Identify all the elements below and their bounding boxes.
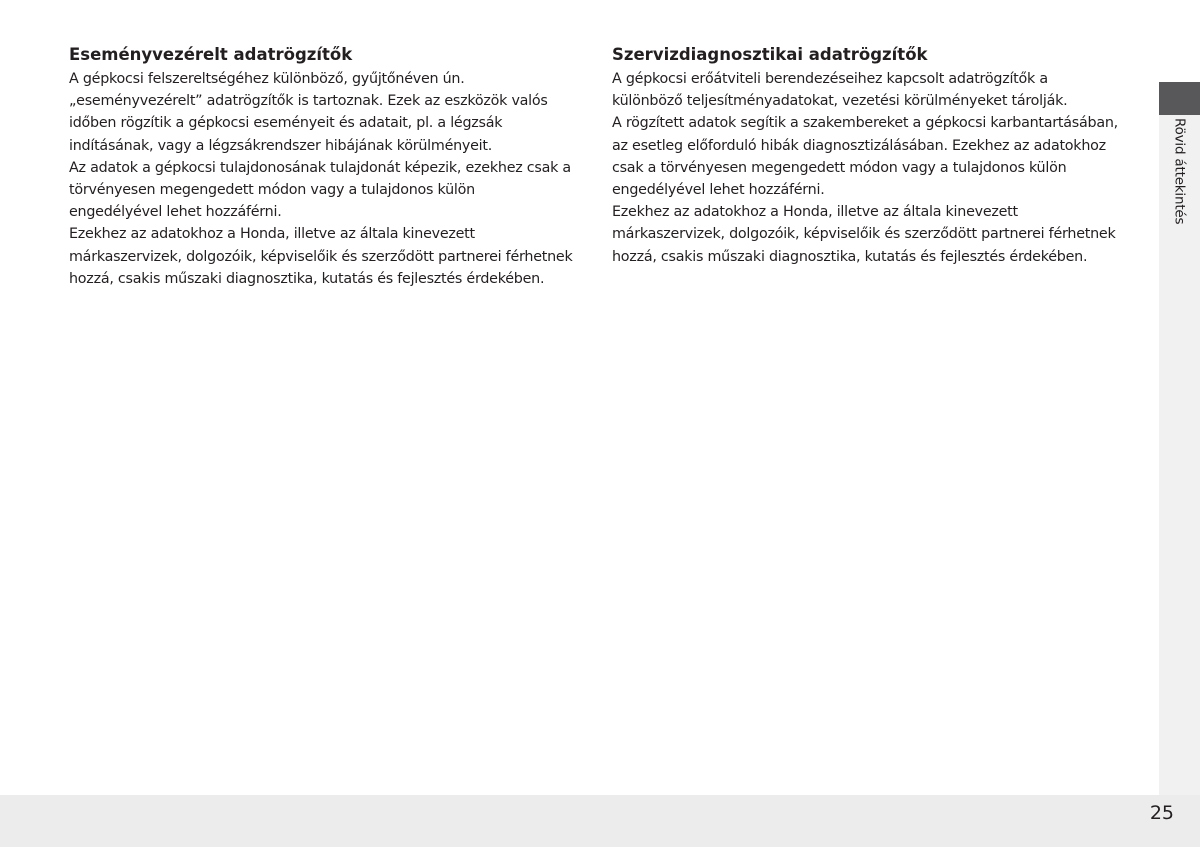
paragraph-line: Ezekhez az adatokhoz a Honda, illetve az általa kinevezett [69, 226, 475, 243]
left-section [69, 44, 589, 290]
paragraph-line: hozzá, csakis műszaki diagnosztika, kutatás és fejlesztés érdekében. [612, 248, 1088, 265]
paragraph-line: márkaszervizek, dolgozóik, képviselőik és szerződött partnerei férhetnek [69, 248, 573, 265]
paragraph-line: indításának, vagy a légzsákrendszer hibájának körülményeit. [69, 137, 493, 154]
side-index-tab-label[interactable]: Rövid áttekintés [1171, 118, 1188, 225]
paragraph-line: hozzá, csakis műszaki diagnosztika, kutatás és fejlesztés érdekében. [69, 270, 545, 287]
footer-bar [0, 795, 1200, 847]
paragraph-line: különböző teljesítményadatokat, vezetési körülményeket tárolják. [612, 93, 1068, 110]
right-section [612, 44, 1137, 268]
paragraph-line: csak a törvényesen megengedett módon vagy a tulajdonos külön [612, 159, 1067, 176]
paragraph-line: A gépkocsi felszereltségéhez különböző, gyűjtőnéven ún. [69, 71, 465, 87]
paragraph-line: Ezekhez az adatokhoz a Honda, illetve az általa kinevezett [612, 204, 1018, 221]
section-heading-event-recorders: Eseményvezérelt adatrögzítők [69, 45, 353, 64]
paragraph-line: A gépkocsi erőátviteli berendezéseihez kapcsolt adatrögzítők a [612, 71, 1048, 87]
paragraph-line: az esetleg előforduló hibák diagnosztizálásában. Ezekhez az adatokhoz [612, 137, 1106, 154]
page-number: 25 [1149, 802, 1174, 824]
paragraph-line: A rögzített adatok segítik a szakembereket a gépkocsi karbantartásában, [612, 115, 1118, 132]
paragraph-line: engedélyével lehet hozzáférni. [612, 182, 825, 199]
paragraph-line: „eseményvezérelt” adatrögzítők is tartoznak. Ezek az eszközök valós [69, 93, 548, 110]
paragraph-line: márkaszervizek, dolgozóik, képviselőik és szerződött partnerei férhetnek [612, 226, 1116, 243]
section-heading-service-diagnostics: Szervizdiagnosztikai adatrögzítők [612, 45, 928, 64]
side-index-tab-marker[interactable] [1159, 82, 1200, 115]
paragraph-line: engedélyével lehet hozzáférni. [69, 204, 282, 221]
paragraph-line: időben rögzítik a gépkocsi eseményeit és adatait, pl. a légzsák [69, 115, 503, 132]
paragraph-line: Az adatok a gépkocsi tulajdonosának tulajdonát képezik, ezekhez csak a [69, 159, 571, 176]
paragraph-line: törvényesen megengedett módon vagy a tulajdonos külön [69, 182, 475, 199]
